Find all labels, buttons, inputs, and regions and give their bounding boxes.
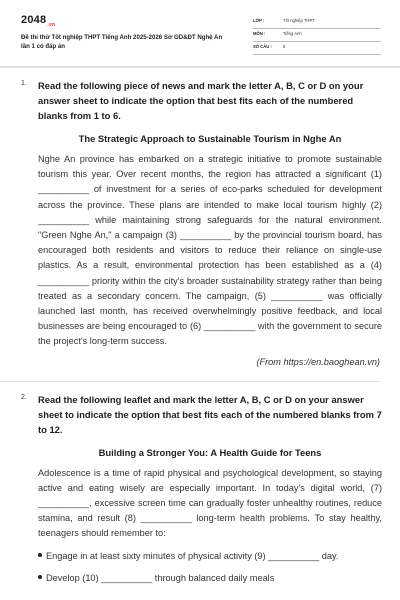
- question-instruction: Read the following piece of news and mark the letter A, B, C or D on your answer sheet to indicate the option that best fits each of the numbered blanks from 1 to 6.: [38, 80, 364, 121]
- question-2: [20, 392, 382, 586]
- site-logo[interactable]: [21, 14, 55, 28]
- meta-value: Tiếng Anh: [283, 31, 302, 36]
- meta-key: LỚP :: [253, 18, 265, 23]
- bullet-dot-icon: [38, 553, 42, 557]
- meta-row-subject: [253, 29, 381, 42]
- meta-key: SỐ CÂU :: [253, 44, 272, 49]
- meta-row-count: [253, 42, 381, 55]
- logo-text: 2048: [21, 14, 47, 26]
- bullet-item: [38, 571, 382, 586]
- logo-suffix: .vn: [47, 22, 56, 29]
- meta-value: 6: [283, 44, 286, 49]
- question-divider: [0, 381, 380, 382]
- meta-row-class: [253, 16, 381, 29]
- bullet-dot-icon: [38, 575, 42, 579]
- question-instruction: Read the following leaflet and mark the letter A, B, C or D on your answer sheet to indicate the option that best fits each of the numbered blanks from 7 to 12.: [38, 393, 382, 435]
- question-number: 1.: [21, 80, 27, 87]
- passage-body: Nghe An province has embarked on a strategic initiative to promote sustainable tourism this year. Over recent months, the region has attracted a significant (1) __________ of investment for a series of eco-parks scheduled for development across the province. These plans are intended to make local tourism highly (2) __________ while maintaining strong safeguards for the natural environment. "Green Nghe An," a campaign (3) __________ by the provincial tourism board, has encouraged both residents and visitors to reduce their reliance on single-use plastics. As a result, environmental protection has been established as a (4) __________ priority within the city's broader sustainability strategy rather than being treated as a secondary concern. The campaign, (5) __________ was officially launched last month, has received overwhelmingly positive feedback, and local businesses are being encouraged to (6) __________ with the government to secure the project's long-term success.: [38, 154, 382, 347]
- bullet-text: Engage in at least sixty minutes of physical activity (9) __________ day.: [46, 550, 339, 561]
- passage-title: Building a Stronger You: A Health Guide for Teens: [98, 446, 322, 458]
- exam-meta: [253, 16, 381, 55]
- meta-value: Tốt nghiệp THPT: [283, 18, 315, 23]
- question-1: [20, 78, 382, 367]
- bullet-item: [38, 549, 382, 564]
- page-header: [0, 0, 400, 68]
- exam-content: [20, 78, 382, 594]
- passage-source: (From https://en.baoghean.vn): [256, 356, 380, 367]
- bullet-text: Develop (10) __________ through balanced daily meals: [46, 572, 275, 583]
- passage-body: Adolescence is a time of rapid physical and psychological development, so staying active and eating wisely are especially important. In today's digital world, (7) __________, excessive screen time can gradually foster unhealthy routines, reduce stamina, and result (8) __________ long-term health problems. To stay healthy, teenagers should remember to:: [38, 467, 382, 539]
- header-divider: [0, 66, 400, 68]
- meta-key: MÔN :: [253, 31, 266, 36]
- question-number: 2.: [21, 393, 27, 401]
- exam-title: Đề thi thử Tốt nghiệp THPT Tiếng Anh 2025-2026 Sở GD&ĐT Nghệ An lần 1 có đáp án: [21, 34, 223, 50]
- passage-title: The Strategic Approach to Sustainable Tourism in Nghe An: [78, 133, 342, 144]
